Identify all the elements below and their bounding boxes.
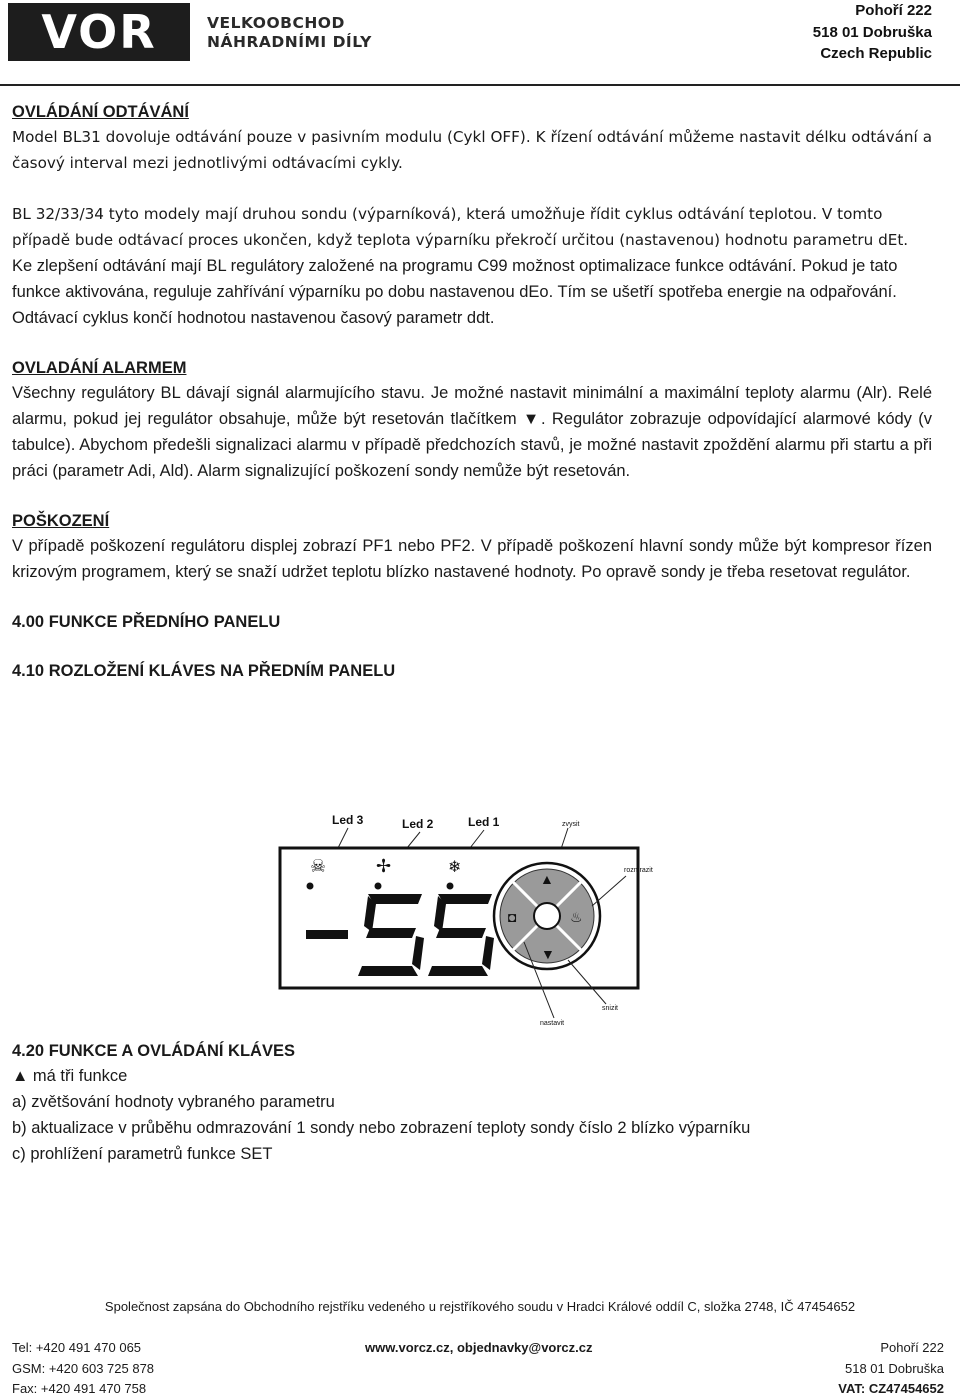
footer-registration: Společnost zapsána do Obchodního rejstříku vedeného u rejstříkového soudu v Hradci Králové oddíl C, složka 2748, IČ 47454652 <box>104 1299 856 1314</box>
section-title-poskozeni: POŠKOZENÍ <box>12 512 110 530</box>
logo-text: VOR <box>41 5 157 59</box>
header-divider <box>0 84 960 86</box>
section-title-odtavani: OVLÁDÁNÍ ODTÁVÁNÍ <box>12 103 189 121</box>
document-body <box>12 100 932 683</box>
down-key-icon[interactable]: ▼ <box>541 946 555 962</box>
led1-indicator <box>447 883 454 890</box>
up-key-icon[interactable]: ▲ <box>540 871 554 887</box>
company-logo <box>8 3 190 61</box>
footer-gsm: GSM: +420 603 725 878 <box>12 1360 155 1376</box>
led3-indicator <box>307 883 314 890</box>
display-value: -55 <box>382 980 384 981</box>
label-down: snizit <box>602 1005 618 1012</box>
alarm-icon: ☠ <box>310 856 327 876</box>
fan-icon: ✢ <box>376 856 392 876</box>
footer-address <box>838 1338 944 1400</box>
address-line-2: 518 01 Dobruška <box>812 23 932 41</box>
header-address <box>813 0 932 65</box>
section-title-keys: 4.20 FUNKCE A OVLÁDÁNÍ KLÁVES <box>12 1042 295 1060</box>
section-title-alarm: OVLADÁNÍ ALARMEM <box>12 359 187 377</box>
keys-item-b: b) aktualizace v průběhu odmrazování 1 sondy nebo zobrazení teploty sondy číslo 2 blízko výparníku <box>12 1119 751 1137</box>
paragraph-odtavani-1: Model BL31 dovoluje odtávání pouze v pasivním modulu (Cykl OFF). K řízení odtávání můžeme nastavit délku odtávání a časový interval mezi jednotlivými odtávacími cykly. <box>12 128 932 172</box>
keys-item-c: c) prohlížení parametrů funkce SET <box>12 1145 273 1163</box>
set-key-icon[interactable]: ◘ <box>508 909 517 925</box>
led1-label: Led 1 <box>468 815 500 829</box>
keys-item-a: a) zvětšování hodnoty vybraného parametru <box>12 1093 335 1111</box>
keys-section <box>12 1039 932 1167</box>
keypad <box>494 863 600 969</box>
led2-indicator <box>375 883 382 890</box>
paragraph-odtavani-2a: BL 32/33/34 tyto modely mají druhou sondu (výparníková), která umožňuje řídit cyklus odtávání teplotou. V tomto případě bude odtávací proces ukončen, když teplota výparníku překročí určitou (nastavenou) hodnotu parametru dEt. <box>12 205 909 249</box>
section-title-panel: 4.00 FUNKCE PŘEDNÍHO PANELU <box>12 613 281 631</box>
snowflake-icon: ❄ <box>448 859 462 876</box>
footer-vat: VAT: CZ47454652 <box>838 1381 944 1396</box>
company-subtitle <box>207 14 372 52</box>
address-line-1: Pohoří 222 <box>855 2 932 19</box>
front-panel-diagram <box>272 800 667 1032</box>
led3-label: Led 3 <box>332 813 364 827</box>
footer-address-2: 518 01 Dobruška <box>844 1360 944 1376</box>
company-line-2: NÁHRADNÍMI DÍLY <box>207 33 372 51</box>
paragraph-odtavani-2b: Ke zlepšení odtávání mají BL regulátory založené na programu C99 možnost optimalizace funkce odtávání. Pokud je tato funkce aktivována, reguluje zahřívání výparníku po dobu nastavenou dEo. Tím se ušetří spotřeba energie na odpařování. Odtávací cyklus končí hodnotou nastavenou časový parametr ddt. <box>12 257 898 327</box>
address-line-3: Czech Republic <box>820 45 932 62</box>
footer-contacts <box>12 1338 154 1400</box>
label-set: nastavit <box>540 1020 565 1027</box>
company-line-1: VELKOOBCHOD <box>207 14 345 32</box>
footer-tel: Tel: +420 491 470 065 <box>12 1340 142 1355</box>
section-title-layout: 4.10 ROZLOŽENÍ KLÁVES NA PŘEDNÍM PANELU <box>12 662 396 680</box>
defrost-key-icon[interactable]: ♨ <box>570 909 583 925</box>
label-defrost: rozmrazit <box>624 867 653 874</box>
center-key[interactable] <box>534 903 560 929</box>
led2-label: Led 2 <box>402 817 434 831</box>
paragraph-poskozeni: V případě poškození regulátoru displej zobrazí PF1 nebo PF2. V případě poškození hlavní sondy může být kompresor řízen krizovým programem, který se snaží udržet teplotu blízko nastavené hodnoty. Po opravě sondy je třeba resetovat regulátor. <box>12 537 932 581</box>
footer-web-email[interactable]: www.vorcz.cz, objednavky@vorcz.cz <box>365 1340 593 1355</box>
label-up: zvysit <box>562 821 580 828</box>
keys-intro: ▲ má tři funkce <box>12 1067 128 1085</box>
footer-fax: Fax: +420 491 470 758 <box>12 1381 147 1396</box>
paragraph-alarm: Všechny regulátory BL dávají signál alarmujícího stavu. Je možné nastavit minimální a maximální teploty alarmu (Alr). Relé alarmu, pokud jej regulátor obsahuje, může být resetován tlačítkem ▼. Regulátor zobrazuje odpovídající alarmové kódy (v tabulce). Abychom předešli signalizaci alarmu v případě předchozích stavů, je možné nastavit zpoždění alarmu při startu a při práci (parametr Adi, Ald). Alarm signalizující poškození sondy nemůže být resetován. <box>12 384 932 480</box>
footer-address-1: Pohoří 222 <box>880 1340 944 1355</box>
